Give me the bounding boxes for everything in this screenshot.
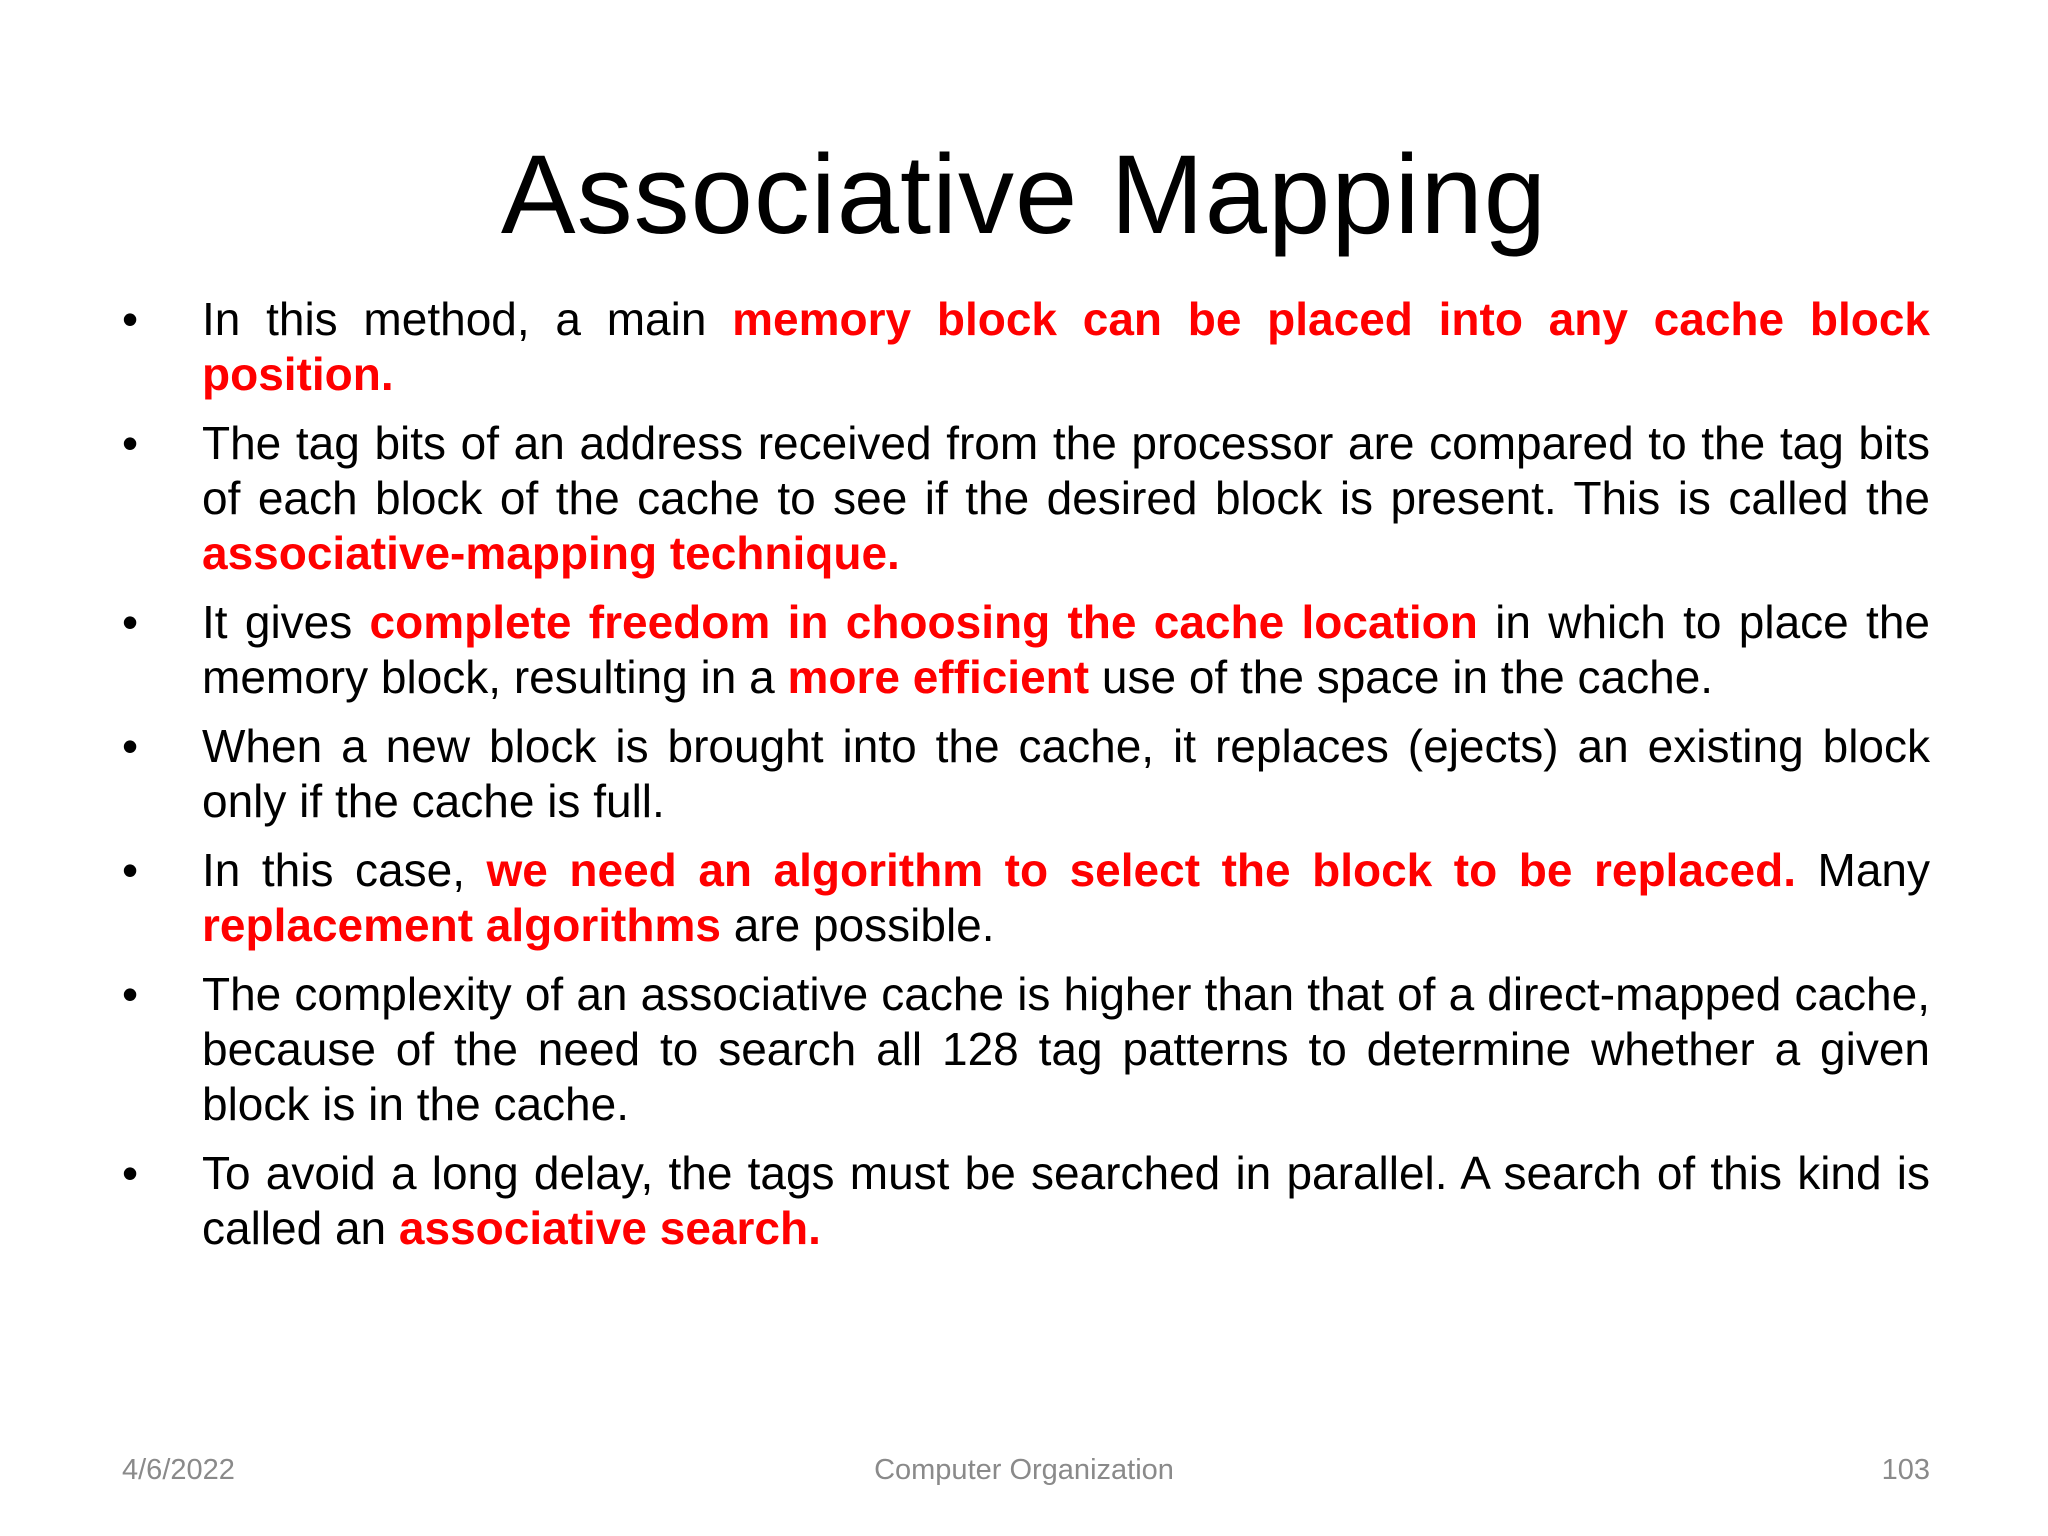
footer-date: 4/6/2022 [122,1454,235,1486]
body-text: To avoid a long delay, the tags must be searched in parallel. A search of this kind is called an [202,1147,1930,1254]
highlighted-text: more efficient [787,651,1090,703]
body-text: are possible. [720,899,995,951]
bullet-dot-icon: • [122,844,139,896]
bullet-text [202,292,1930,402]
highlighted-text: associative search. [398,1202,821,1254]
bullet-text [202,595,1930,705]
bullet-dot-icon: • [122,417,139,469]
body-text: The complexity of an associative cache is higher than that of a direct-mapped cache, because of the need to search all 128 tag patterns to determine whether a given block is in the cache. [202,968,1930,1130]
bullet-item [122,1146,1930,1256]
bullet-dot-icon: • [122,720,139,772]
bullet-dot-icon: • [122,293,139,345]
bullet-text [202,843,1930,953]
bullet-item [122,967,1930,1132]
bullet-item [122,719,1930,829]
body-text: in which to place the memory block, resulting in a [202,596,1931,703]
footer-title: Computer Organization [874,1454,1174,1486]
body-text: The tag bits of an address received from the processor are compared to the tag bits of each block of the cache to see if the desired block is present. This is called the [202,417,1930,524]
body-text: Many [1795,844,1930,896]
body-text: It gives [202,596,370,648]
highlighted-text: associative-mapping technique. [202,527,900,579]
bullet-item [122,416,1930,581]
body-text: use of the space in the cache. [1089,651,1714,703]
bullet-dot-icon: • [122,596,139,648]
body-text: In this case, [202,844,487,896]
bullet-text [202,967,1930,1132]
highlighted-text: memory block can be placed into any cache block position. [202,293,1930,400]
bullet-text [202,719,1930,829]
bullet-dot-icon: • [122,968,139,1020]
highlighted-text: we need an algorithm to select the block to be replaced. [486,844,1796,896]
slide-title: Associative Mapping [500,132,1548,257]
bullet-dot-icon: • [122,1147,139,1199]
body-text: In this method, a main [202,293,733,345]
body-text: When a new block is brought into the cache, it replaces (ejects) an existing block only if the cache is full. [202,720,1930,827]
bullet-item [122,292,1930,402]
footer-page-number: 103 [1881,1454,1930,1486]
bullet-item [122,843,1930,953]
bullet-text [202,416,1930,581]
highlighted-text: complete freedom in choosing the cache location [369,596,1478,648]
highlighted-text: replacement algorithms [202,899,721,951]
bullet-text [202,1146,1930,1256]
bullet-item [122,595,1930,705]
bullet-list [122,292,1930,1270]
